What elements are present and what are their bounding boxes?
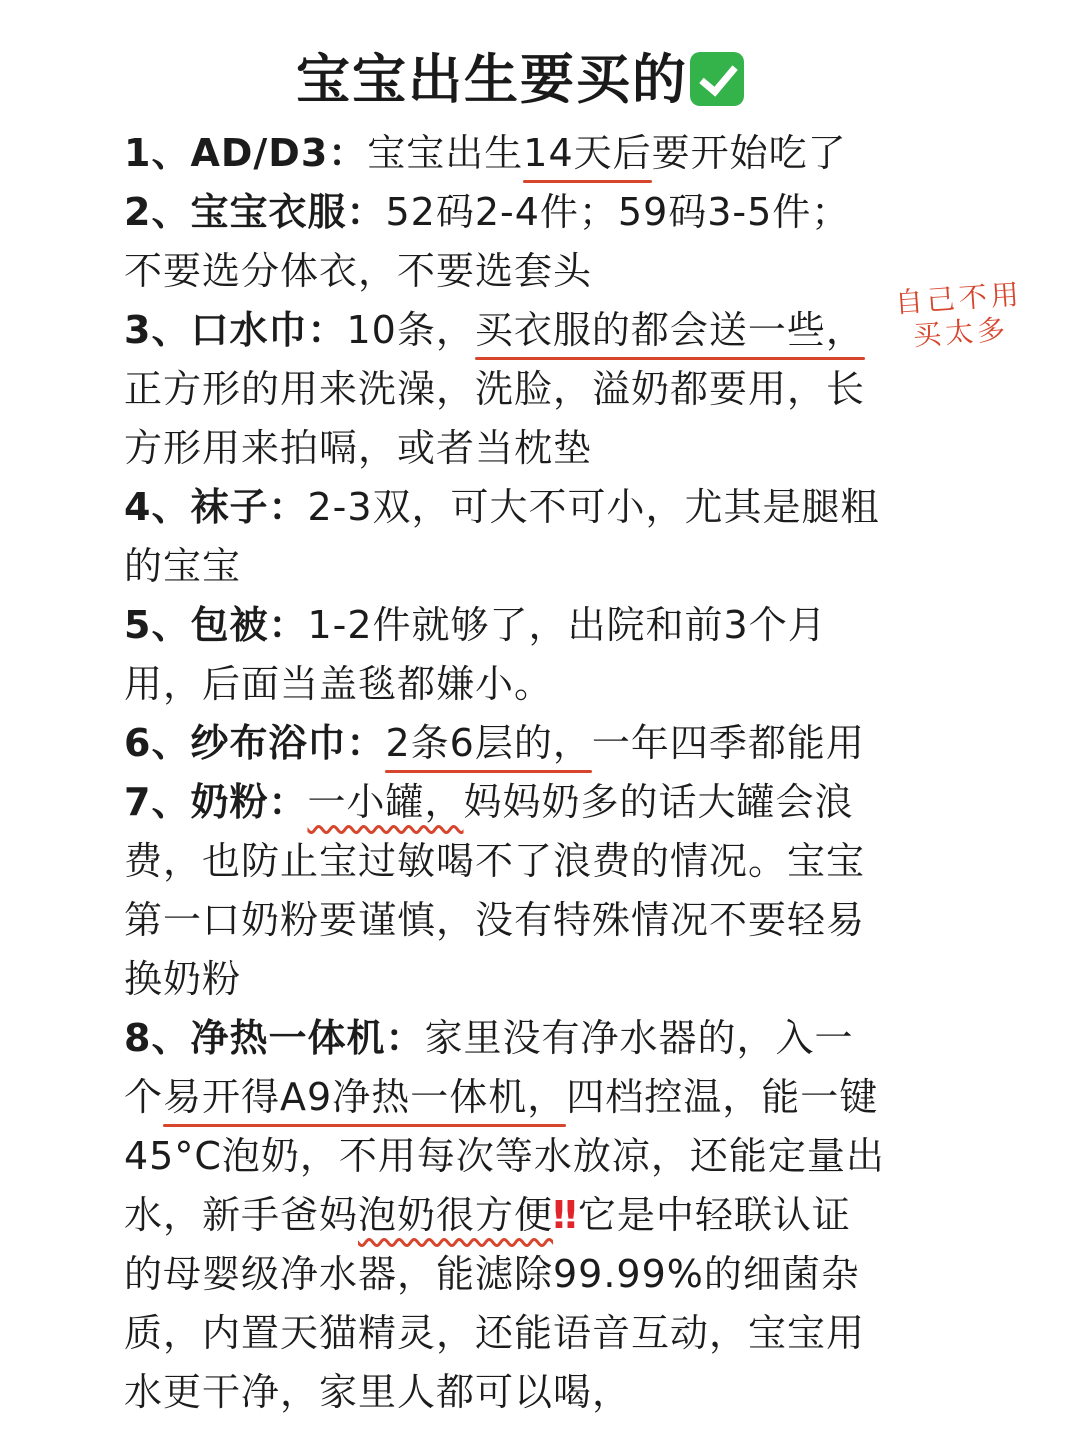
item-separator: ：	[268, 780, 308, 824]
list-item	[124, 714, 954, 773]
item-text: 四档控温，能一键	[566, 1075, 879, 1119]
item-text: 第一口奶粉要谨慎，没有特殊情况不要轻易	[124, 898, 866, 942]
item-text: 的母婴级净水器，能滤除99.99%的细菌杂	[124, 1252, 860, 1296]
list-item-continuation	[124, 1245, 954, 1304]
item-text: 妈妈奶多的话大罐会浪	[463, 780, 854, 824]
item-text: 不要选分体衣，不要选套头	[124, 249, 593, 293]
list-item-continuation	[124, 242, 954, 301]
item-separator: ：	[307, 308, 347, 352]
list-item-continuation	[124, 655, 954, 714]
item-heading: 5、包被	[124, 603, 269, 647]
list-item-continuation	[124, 891, 954, 950]
item-text: 10条，	[346, 308, 475, 352]
item-heading: 2、宝宝衣服	[124, 190, 347, 234]
item-heading: 3、口水巾	[124, 308, 308, 352]
item-text: 水，新手爸妈	[124, 1193, 359, 1237]
list-item	[124, 478, 954, 537]
item-separator: ：	[268, 603, 308, 647]
underlined-text: 易开得A9净热一体机，	[163, 1075, 567, 1119]
item-text: 方形用来拍嗝，或者当枕垫	[124, 426, 593, 470]
page-title	[0, 44, 1040, 116]
item-separator: ：	[268, 485, 308, 529]
list-item-continuation	[124, 360, 954, 419]
underlined-text: 14天后	[523, 131, 652, 175]
list-item-continuation	[124, 419, 954, 478]
list-item-continuation	[124, 1304, 954, 1363]
item-text: 换奶粉	[124, 957, 242, 1001]
list-item	[124, 124, 954, 183]
list-item-continuation	[124, 950, 954, 1009]
double-exclamation-icon: ‼	[553, 1193, 578, 1237]
item-heading: 4、袜子	[124, 485, 269, 529]
item-heading: 1、AD/D3	[124, 131, 329, 175]
list-item-continuation	[124, 1363, 954, 1422]
item-text: 52码2-4件；59码3-5件；	[385, 190, 851, 234]
list-item	[124, 773, 954, 832]
item-text: 质，内置天猫精灵，还能语音互动，宝宝用	[124, 1311, 866, 1355]
list-item	[124, 596, 954, 655]
item-text: 宝宝出生	[367, 131, 524, 175]
item-heading: 7、奶粉	[124, 780, 269, 824]
item-text: 费，也防止宝过敏喝不了浪费的情况。宝宝	[124, 839, 866, 883]
list-item	[124, 183, 954, 242]
item-separator: ：	[346, 721, 386, 765]
underlined-text: 买衣服的都会送一些，	[474, 308, 865, 352]
list-item	[124, 301, 954, 360]
list-item-continuation	[124, 832, 954, 891]
item-separator: ：	[328, 131, 368, 175]
item-text: 的宝宝	[124, 544, 242, 588]
item-separator: ：	[346, 190, 386, 234]
wavy-underlined-text: 泡奶很方便	[358, 1193, 554, 1237]
item-text: 用，后面当盖毯都嫌小。	[124, 662, 554, 706]
title-text: 宝宝出生要买的	[296, 48, 688, 111]
side-note-line-1: 自己不用	[893, 277, 1024, 320]
wavy-underlined-text: 一小罐，	[307, 780, 464, 824]
list-item-continuation	[124, 1186, 954, 1245]
side-note-line-2: 买太多	[912, 312, 1011, 353]
item-text: 它是中轻联认证	[577, 1193, 851, 1237]
item-text: 家里没有净水器的，入一	[424, 1016, 854, 1060]
item-text: 正方形的用来洗澡，洗脸，溢奶都要用，长	[124, 367, 866, 411]
item-heading: 6、纱布浴巾	[124, 721, 347, 765]
item-text: 2-3双，可大不可小，尤其是腿粗	[307, 485, 880, 529]
item-text: 45°C泡奶，不用每次等水放凉，还能定量出	[124, 1134, 885, 1178]
item-heading: 8、净热一体机	[124, 1016, 386, 1060]
item-separator: ：	[385, 1016, 425, 1060]
item-text: 水更干净，家里人都可以喝，	[124, 1370, 632, 1414]
item-list	[124, 124, 954, 1422]
item-text: 1-2件就够了，出院和前3个月	[307, 603, 827, 647]
item-text: 要开始吃了	[651, 131, 847, 175]
list-item-continuation	[124, 1127, 954, 1186]
item-text: 一年四季都能用	[591, 721, 865, 765]
list-item-continuation	[124, 1068, 954, 1127]
underlined-text: 2条6层的，	[385, 721, 592, 765]
list-item	[124, 1009, 954, 1068]
item-text: 个	[124, 1075, 164, 1119]
check-mark-icon	[690, 52, 744, 106]
list-item-continuation	[124, 537, 954, 596]
